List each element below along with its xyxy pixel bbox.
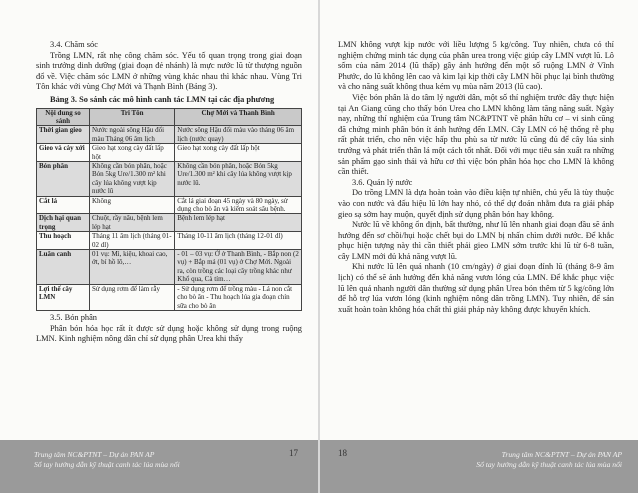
right-text-column	[338, 40, 614, 315]
paragraph: Phân bón hóa học rất ít được sử dụng hoặc không sử dụng trong ruộng LMN. Kinh nghiệm nông dân chỉ sử dụng phân Urea khi thấy	[36, 323, 302, 344]
table-row	[37, 250, 302, 285]
table-header-cell: Nội dung so sánh	[37, 108, 90, 126]
table-cell: - 01 – 03 vụ: Ớ ở Thanh Bình, - Bắp non (2 vụ) + Bắp má (01 vụ) ở Chợ Mới. Ngoài ra, còn trồng các loại cây trồng khác như Khổ qua, Cà tím…	[175, 250, 302, 285]
right-page	[320, 0, 638, 493]
table-caption: Bảng 3. So sánh các mô hình canh tác LMN tại các địa phương	[50, 94, 275, 104]
row-label: Cắt lá	[37, 196, 90, 214]
row-label: Dịch hại quan trọng	[37, 214, 90, 232]
section-heading-water: 3.6. Quản lý nước	[352, 177, 413, 187]
page-footer	[0, 440, 318, 493]
table-cell: Không cần bón phân, hoặc Bón 5kg Ure/1.300 m² khi cây lúa không vượt kịp nước lũ.	[175, 162, 302, 197]
table-header-cell: Chợ Mới và Thanh Bình	[175, 108, 302, 126]
page-number: 17	[289, 448, 298, 458]
table-cell: - Sử dụng rơm để trồng màu - Lá non cắt cho bò ăn - Thu hoạch lúa gia đoạn chín sữa cho bò ăn	[175, 284, 302, 310]
footer-text	[34, 450, 180, 470]
table-cell: Nước ngoài sông Hậu đổi màu Tháng 06 âm lịch	[90, 126, 175, 144]
row-label: Thời gian gieo	[37, 126, 90, 144]
row-label: Bón phân	[37, 162, 90, 197]
table-cell: Cắt lá giai đoạn 45 ngày và 80 ngày, sử dụng cho bò ăn và kiểm soát sâu bệnh.	[175, 196, 302, 214]
row-label: Lợi thế cây LMN	[37, 284, 90, 310]
table-header-cell: Tri Tôn	[90, 108, 175, 126]
table-row	[37, 144, 302, 162]
row-label: Gieo và cày xới	[37, 144, 90, 162]
table-cell: Gieo hạt xong cày đất lấp hột	[90, 144, 175, 162]
row-label: Luân canh	[37, 250, 90, 285]
comparison-table	[36, 108, 302, 311]
footer-org: Trung tâm NC&PTNT – Dự án PAN AP	[501, 450, 622, 459]
footer-title: Sổ tay hướng dẫn kỹ thuật canh tác lúa mùa nổi	[34, 460, 180, 469]
table-cell: Nước sông Hậu đổi màu vào tháng 06 âm lịch (nước quay)	[175, 126, 302, 144]
table-cell: Tháng 11 âm lịch (tháng 01-02 dl)	[90, 232, 175, 250]
table-cell: Tháng 10-11 âm lịch (tháng 12-01 dl)	[175, 232, 302, 250]
paragraph: LMN không vượt kịp nước với liều lượng 5 kg/công. Tuy nhiên, chưa có thí nghiệm chứng minh tác dụng của phân urea trong việc giúp cây LMN vượt lũ. Lô sốm của năm 2014 (lũ thấp) gây ảnh hưởng đến một số ruộng LMN ở Vĩnh Phước, do lũ không lên cao và kim lại kịp thời cây LMN hồi phục lại bình thường và cho năng suất không thua kém vụ mùa năm 2013 (lũ cao).	[338, 40, 614, 92]
table-cell: Sử dụng rơm để làm rẫy	[90, 284, 175, 310]
footer-title: Sổ tay hướng dẫn kỹ thuật canh tác lúa mùa nổi	[476, 460, 622, 469]
table-row	[37, 284, 302, 310]
table-row	[37, 162, 302, 197]
footer-text	[476, 450, 622, 470]
table-cell: Gieo hạt xong cày đất lấp hột	[175, 144, 302, 162]
table-cell: 01 vụ: Mì, kiệu, khoai cao, ớt, bí hồ lô,…	[90, 250, 175, 285]
section-heading-care: 3.4. Chăm sóc	[50, 40, 98, 49]
paragraph: Việc bón phân là do tâm lý người dân, một số thí nghiệm trước đây thực hiện tại An Giang cũng cho thấy bón Urea cho LMN không làm tăng năng suất. Ngày nay, những thí nghiệm của Trung tâm NC&PTNT về phân hữu cơ – vi sinh cũng đã chứng minh phân bón ít ảnh hưởng đến LMN. Cây LMN có hệ thống rễ phụ rất phát triển, cho nên việc hấp thu phù sa từ nước lũ cũng đủ để cây lúa sinh trưởng và phát triển thân lá một cách tốt nhất. Đối với mục tiêu sản xuất ra những sản phẩm gạo sinh thái và hữu cơ thì việc bón phân hóa học cho LMN là không cần thiết.	[338, 92, 614, 177]
paragraph: Trồng LMN, rất nhẹ công chăm sóc. Yếu tố quan trọng trong giai đoạn sinh trưởng dinh dưỡng (giai đoạn đẻ nhánh) là mực nước lũ từ thượng nguồn đổ về. Việc chăm sóc LMN ở những vùng khác nhau thì khác nhau. Vùng Tri Tôn khác với vùng Chợ Mới và Thạnh Bình (Bảng 3).	[36, 50, 302, 92]
page-footer	[320, 440, 638, 493]
footer-org: Trung tâm NC&PTNT – Dự án PAN AP	[34, 450, 155, 459]
table-row	[37, 196, 302, 214]
table-row	[37, 232, 302, 250]
table-cell: Không	[90, 196, 175, 214]
paragraph: Khi nước lũ lên quá nhanh (10 cm/ngày) ở giai đoạn đỉnh lũ (tháng 8-9 âm lịch) có thể sẽ ảnh hưởng đến khả năng vươn lóng của LMN. Để khắc phục việc lũ lên quá nhanh người dân thường sử dụng phân Urea bón thêm từ 5 kg/công lớn để hỗ trợ lúa vươn lóng (kinh nghiệm nông dân trồng LMN). Tuy nhiên, để sản xuất hoàn toàn không hóa chất thì giải pháp này không được khuyến khích.	[338, 262, 614, 314]
left-page	[0, 0, 318, 493]
paragraph: Do trồng LMN là dựa hoàn toàn vào điều kiện tự nhiên, chủ yếu là tùy thuộc vào con nước và đấu hiệu lũ lớn hay nhỏ, có thể dự đoán nhằm đưa ra giải pháp gieo sạ sớm hay muộn, quyết định sử dụng phân bón hay không.	[338, 188, 614, 219]
table-cell: Không cần bón phân, hoặc Bón 5kg Ure/1.300 m² khi cây lúa không vượt kịp nước lũ	[90, 162, 175, 197]
table-row	[37, 214, 302, 232]
paragraph: Nước lũ về không ổn định, bất thường, như lũ lên nhanh giai đoạn đầu sẽ ảnh hưởng đến sơ chồi/hụi hoặc chết bụi do LMN bị nhấn chìm dưới nước. Để khắc phục hiện tượng này thì cần thiết phải gieo LMN sớm trước khi lũ từ 6-8 tuần, cây LMN mới đủ khả năng vượt lũ.	[338, 220, 614, 261]
page-number: 18	[338, 448, 347, 458]
section-heading-fertilizer: 3.5. Bón phân	[50, 312, 97, 322]
table-row	[37, 126, 302, 144]
table-cell: Chuột, rầy nâu, bệnh lem lép hạt	[90, 214, 175, 232]
row-label: Thu hoạch	[37, 232, 90, 250]
left-text-column	[36, 40, 302, 345]
table-cell: Bệnh lem lép hạt	[175, 214, 302, 232]
table-header-row	[37, 108, 302, 126]
